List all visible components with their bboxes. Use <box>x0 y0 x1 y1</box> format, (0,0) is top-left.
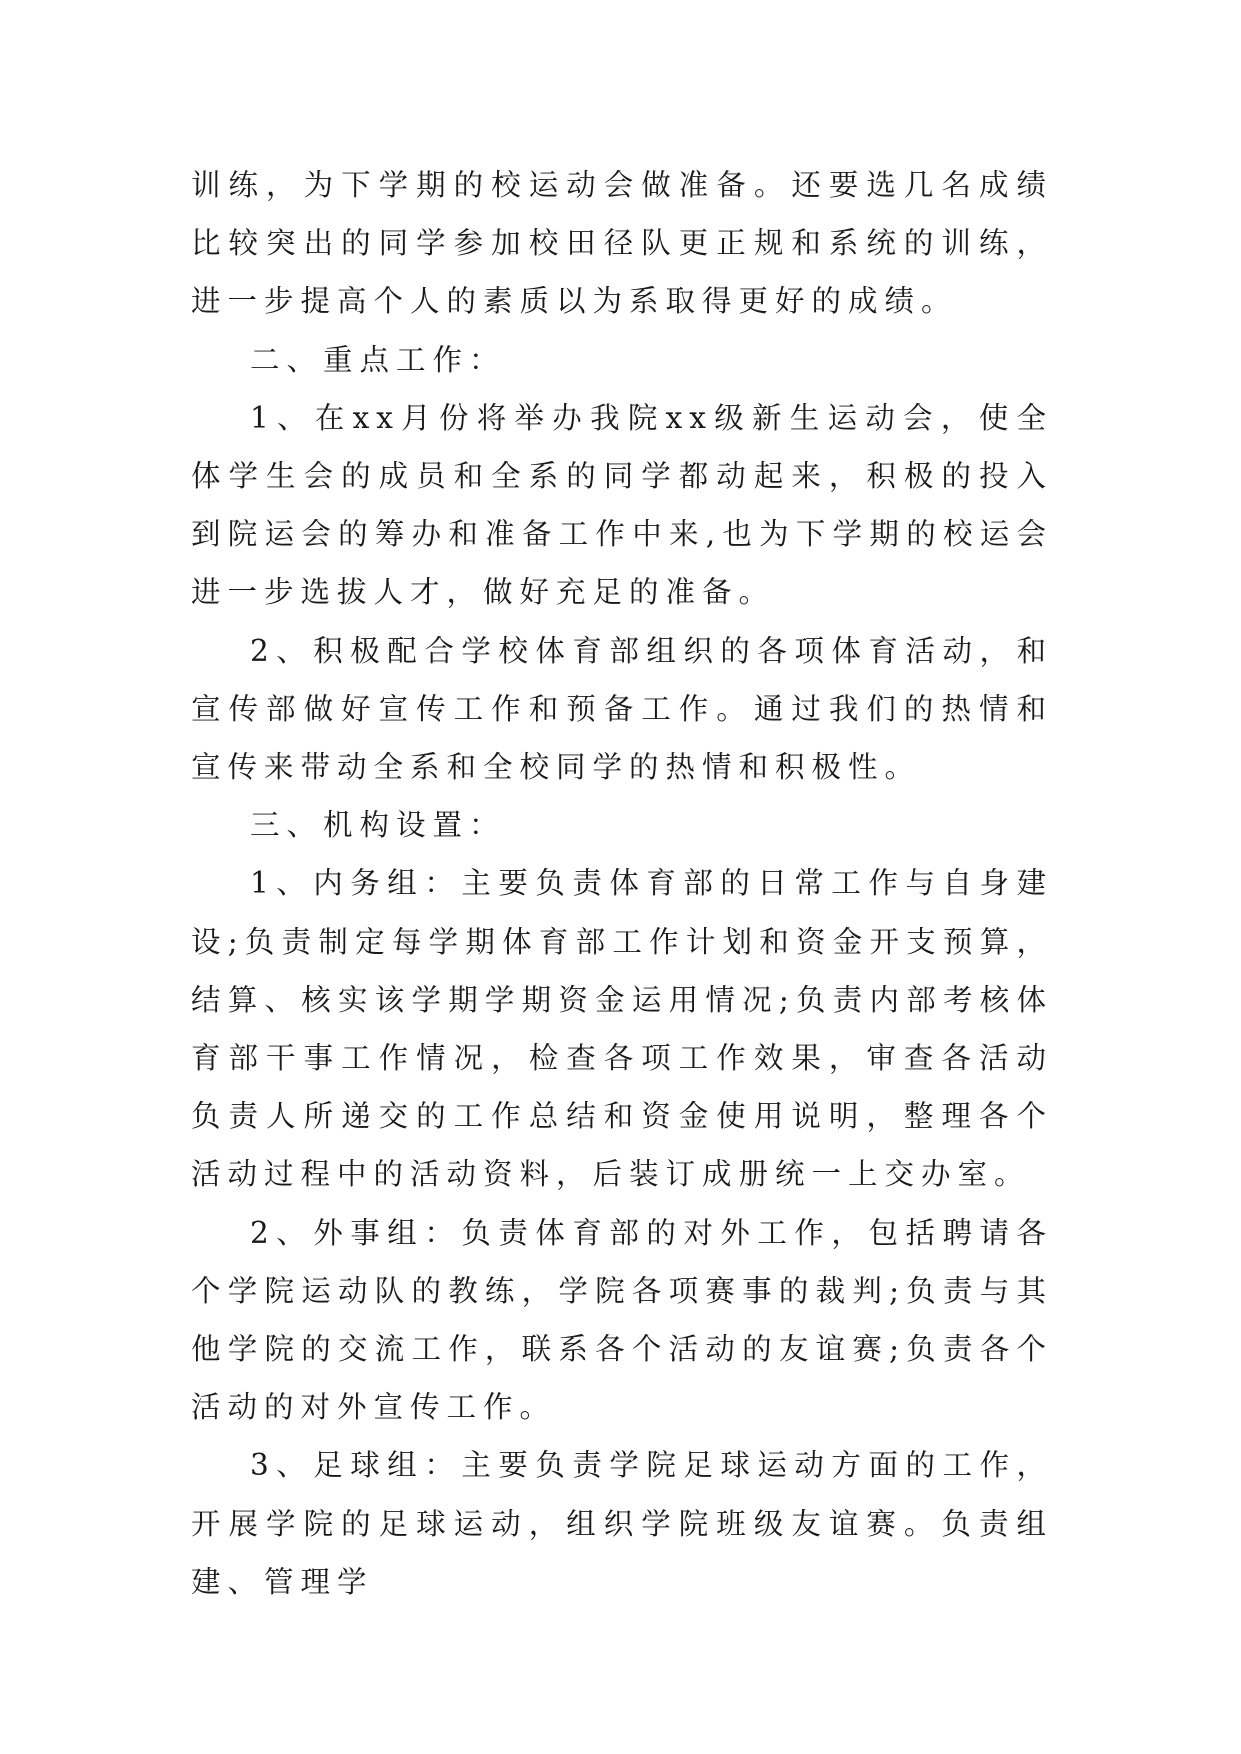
paragraph-key-work-1: 1、在xx月份将举办我院xx级新生运动会，使全体学生会的成员和全系的同学都动起来，积极的投入到院运会的筹办和准备工作中来,也为下学期的校运会进一步选拔人才，做好充足的准备。 <box>191 400 1053 610</box>
document-body <box>191 156 1053 1611</box>
paragraph-training-continuation: 训练，为下学期的校运动会做准备。还要选几名成绩比较突出的同学参加校田径队更正规和系统的训练，进一步提高个人的素质以为系取得更好的成绩。 <box>191 168 1053 319</box>
heading-key-work: 二、重点工作： <box>250 342 506 377</box>
paragraph-key-work-2: 2、积极配合学校体育部组织的各项体育活动，和宣传部做好宣传工作和预备工作。通过我们的热情和宣传来带动全系和全校同学的热情和积极性。 <box>191 633 1053 785</box>
heading-organization: 三、机构设置： <box>250 808 506 843</box>
paragraph-external-affairs-group: 2、外事组：负责体育部的对外工作，包括聘请各个学院运动队的教练，学院各项赛事的裁判;负责与其他学院的交流工作，联系各个活动的友谊赛;负责各个活动的对外宣传工作。 <box>191 1215 1053 1425</box>
paragraph-internal-affairs-group: 1、内务组：主要负责体育部的日常工作与自身建设;负责制定每学期体育部工作计划和资金开支预算，结算、核实该学期学期资金运用情况;负责内部考核体育部干事工作情况，检查各项工作效果，审查各活动负责人所递交的工作总结和资金使用说明，整理各个活动过程中的活动资料，后装订成册统一上交办室。 <box>191 866 1053 1192</box>
paragraph-football-group: 3、足球组：主要负责学院足球运动方面的工作，开展学院的足球运动，组织学院班级友谊赛。负责组建、管理学 <box>191 1448 1053 1599</box>
